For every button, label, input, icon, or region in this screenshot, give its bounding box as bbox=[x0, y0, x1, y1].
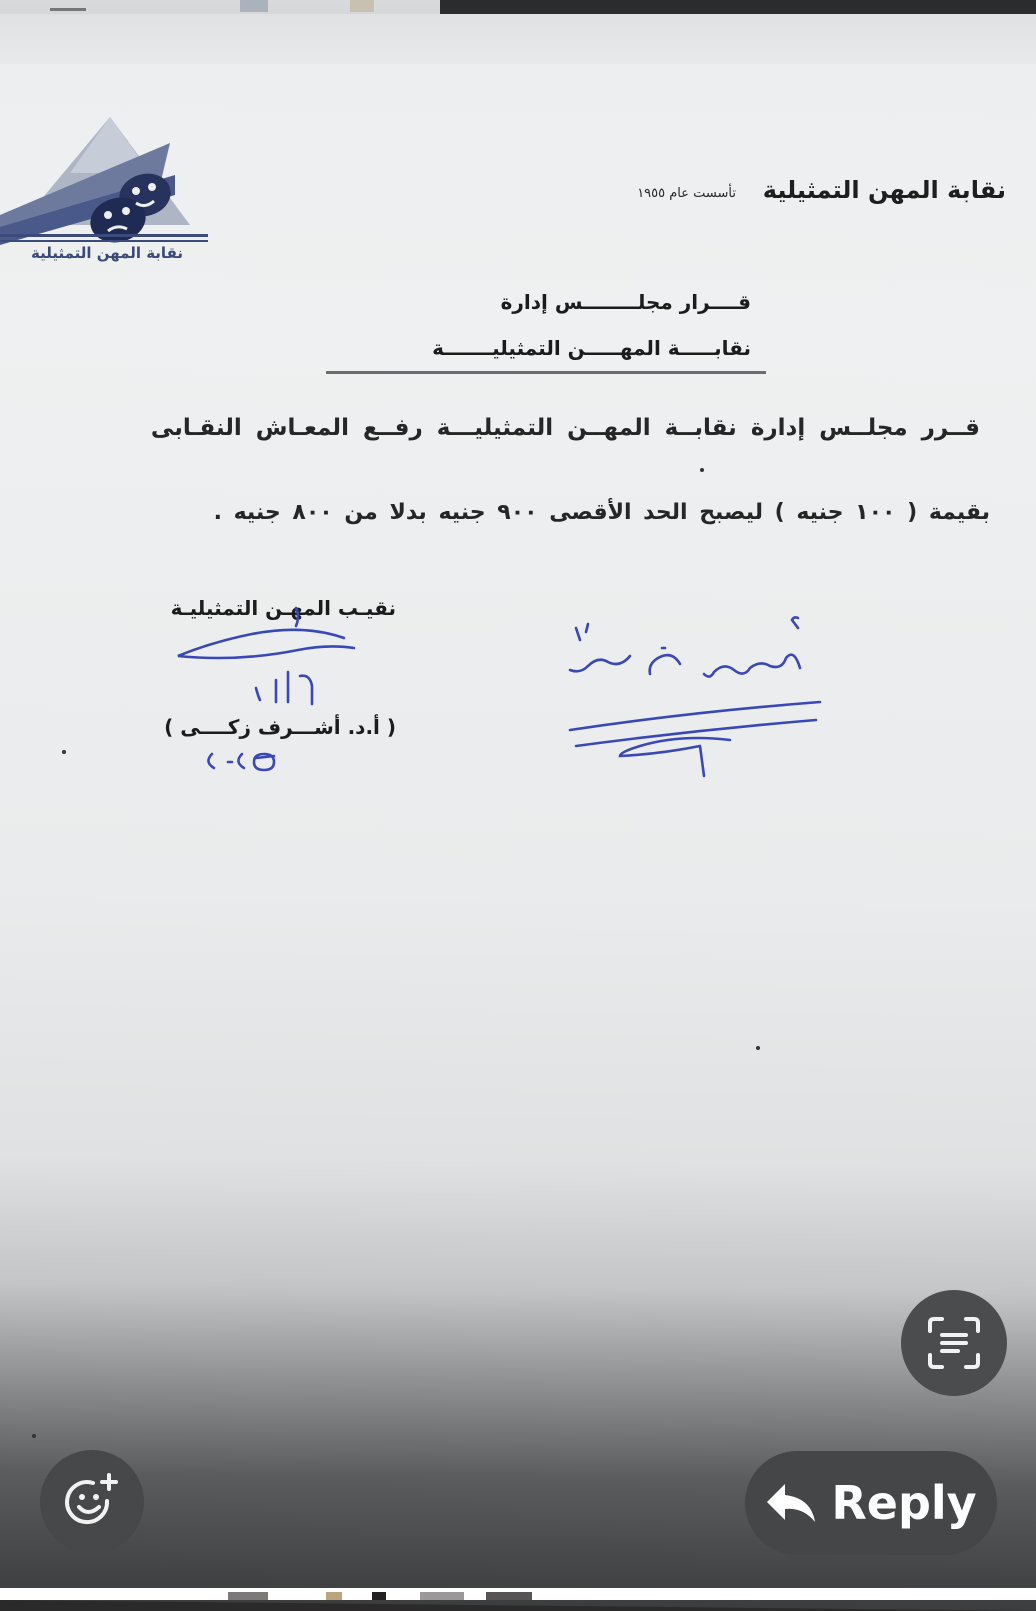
paper-speck bbox=[32, 1434, 36, 1438]
letterhead-name: نقابة المهن التمثيلية bbox=[762, 176, 1006, 204]
live-text-scan-button[interactable] bbox=[901, 1290, 1007, 1396]
decision-body-line1: قــرر مجلــس إدارة نقابــة المهــن التمثيليـــة رفــع المعـاش النقـابى bbox=[150, 415, 980, 441]
paper-speck bbox=[62, 750, 66, 754]
reply-label: Reply bbox=[831, 1476, 977, 1530]
logo-caption: نقابة المهن التمثيلية bbox=[30, 244, 183, 262]
reply-arrow-icon bbox=[765, 1480, 817, 1526]
signatory-title: نقيـب المهـن التمثيليـة bbox=[170, 596, 396, 620]
decision-title-line2: نقابـــــة المهـــــن التمثيليـــــــة bbox=[432, 336, 751, 360]
live-text-scan-icon bbox=[924, 1313, 984, 1373]
decision-body-line2: بقيمة ( ١٠٠ جنيه ) ليصبح الحد الأقصى ٩٠٠ جنيه بدلا من ٨٠٠ جنيه . bbox=[213, 500, 990, 525]
signatory-name: ( أ.د. أشـــرف زكــــى ) bbox=[164, 715, 396, 739]
background-strip-bottom bbox=[0, 1588, 1036, 1600]
paper-speck bbox=[700, 468, 704, 472]
reply-button[interactable] bbox=[745, 1451, 997, 1555]
letterhead-founded: تأسست عام ١٩٥٥ bbox=[637, 186, 736, 201]
add-reaction-button[interactable] bbox=[40, 1450, 144, 1554]
handwritten-signatures bbox=[0, 0, 1036, 800]
paper-speck bbox=[756, 1046, 760, 1050]
decision-title-line1: قــــرار مجلــــــــس إدارة bbox=[500, 290, 751, 314]
add-reaction-emoji-icon bbox=[61, 1471, 123, 1533]
